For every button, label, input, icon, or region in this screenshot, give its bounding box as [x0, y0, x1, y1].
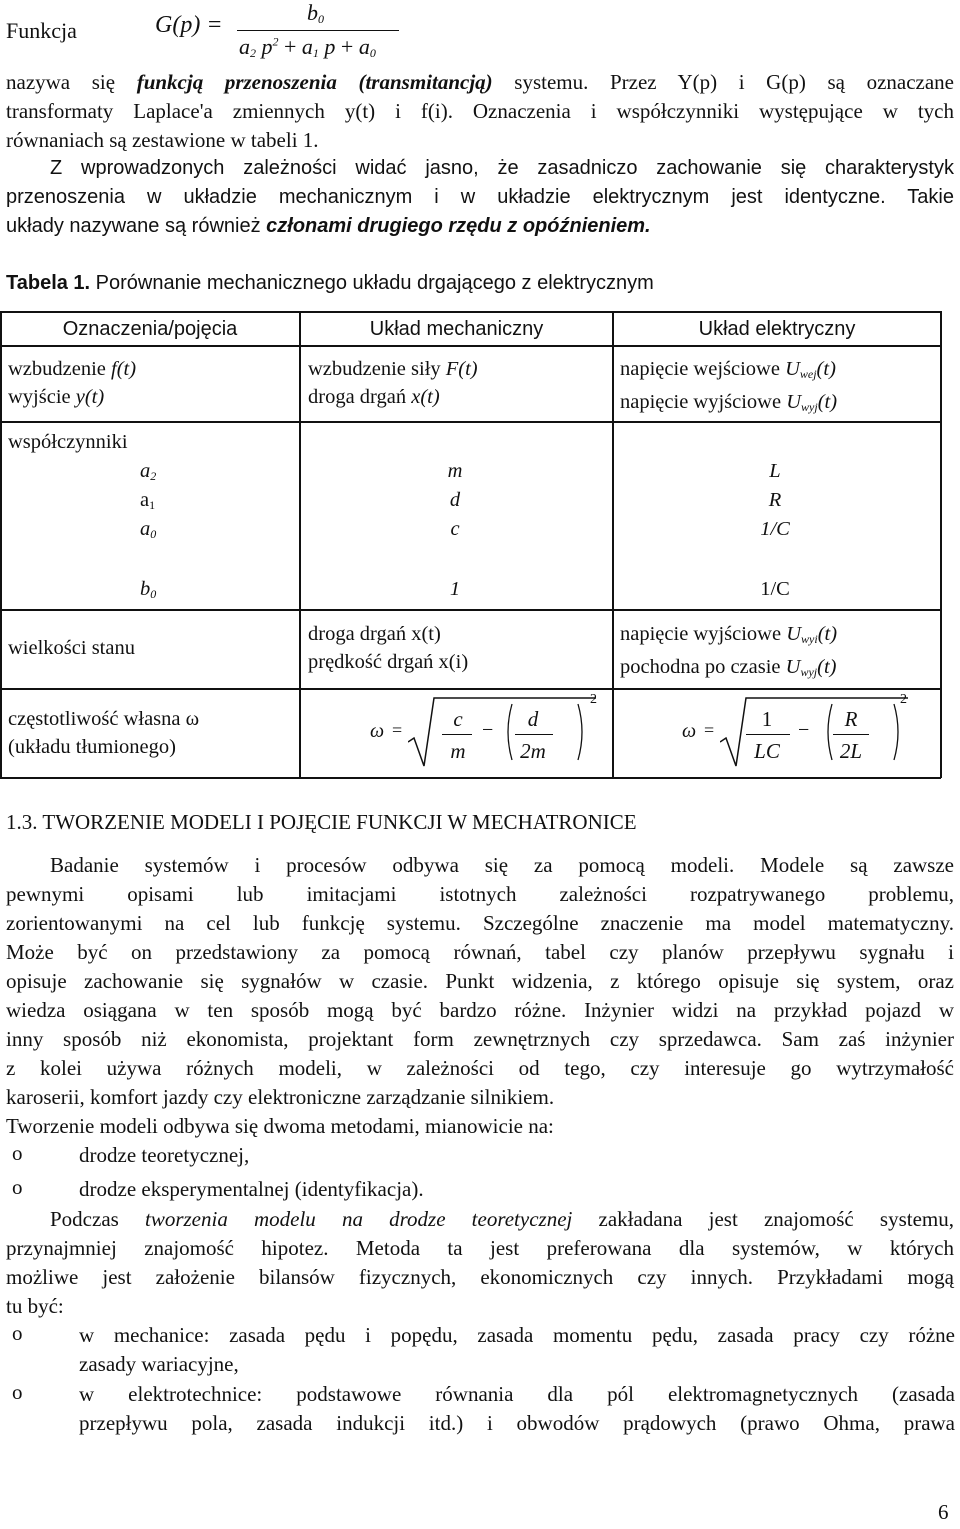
- elec-b0: 1/C: [760, 578, 790, 600]
- elec-a0: 1/C: [760, 518, 790, 540]
- mech-omega-formula: ω = c m − d 2m 2: [360, 692, 600, 772]
- mech-b0: 1: [449, 578, 461, 600]
- intro-paragraph-2: Z wprowadzonych zależności widać jasno, że zasadniczo zachowanie się charakterystyk przenoszenia w układzie mechanicznym i w układzie elektrycznym jest identyczne. Takie układy nazywane są również członami drugiego rzędu z opóźnieniem.: [6, 157, 954, 237]
- coef-a0: $a_0$: [140, 518, 157, 541]
- section-heading: 1.3. TWORZENIE MODELI I POJĘCIE FUNKCJI W MECHATRONICE: [6, 810, 637, 834]
- row-excitation-notation: wzbudzenie f(t) wyjście y(t): [8, 358, 137, 408]
- table-caption: Tabela 1. Porównanie mechanicznego układu drgającego z elektrycznym: [6, 272, 654, 294]
- mech-a0: c: [450, 518, 460, 540]
- elec-a2: L: [769, 460, 781, 482]
- list-item: o w elektrotechnice: podstawowe równania dla pól elektromagnetycznych (zasada przepływu pola, zasada indukcji itd.) i obwodów prądowych (prawo Ohma, prawa: [12, 1380, 955, 1435]
- list-item: o drodze teoretycznej,: [12, 1141, 250, 1167]
- state-variables-label: wielkości stanu: [8, 637, 135, 659]
- coef-b0: $b_0$: [140, 578, 157, 601]
- natural-frequency-label: częstotliwość własna ω (układu tłumionego): [8, 708, 200, 758]
- elec-omega-formula: ω = 1 LC − R 2L 2: [676, 692, 916, 772]
- body-paragraph-2: Podczas tworzenia modelu na drodze teoretycznej zakładana jest znajomość systemu, przynajmniej znajomość hipotez. Metoda ta jest preferowana dla systemów, w których możliwe jest założenie bilansów fizycznych, ekonomicznych czy innych. Przykładami mogą tu być:: [6, 1207, 954, 1318]
- list-item: o drodze eksperymentalnej (identyfikacja).: [12, 1175, 424, 1201]
- mech-a1: d: [449, 489, 461, 511]
- formula-lhs: G(p) =: [155, 12, 223, 38]
- coef-a2: $a_2$: [140, 460, 157, 483]
- table-header-mechanical: Układ mechaniczny: [369, 318, 544, 340]
- elec-a1: R: [768, 489, 782, 511]
- table-header-notation: Oznaczenia/pojęcia: [62, 318, 238, 340]
- list-item: o w mechanice: zasada pędu i popędu, zasada momentu pędu, zasada pracy czy różne zasady wariacyjne,: [12, 1321, 955, 1376]
- page-number: 6: [938, 1500, 949, 1524]
- state-variables-mechanical: droga drgań x(t) prędkość drgań x(i): [308, 623, 469, 673]
- state-variables-electrical: napięcie wyjściowe $U_{wyi}(t)$ pochodna po czasie $U_{wyj}(t)$: [620, 623, 838, 679]
- row-excitation-mechanical: wzbudzenie siły F(t) droga drgań x(t): [308, 358, 478, 408]
- coefficients-title: współczynniki: [8, 431, 128, 453]
- intro-paragraph: nazywa się funkcją przenoszenia (transmitancją) systemu. Przez Y(p) i G(p) są oznaczane transformaty Laplace'a zmiennych y(t) i f(i). Oznaczenia i współczynniki występujące w tych równaniach są zestawione w tabeli 1.: [6, 70, 954, 152]
- body-paragraph-1: Badanie systemów i procesów odbywa się za pomocą modeli. Modele są zawsze pewnymi opisami lub imitacjami istotnych zależności rozpatrywanego problemu, zorientowanymi na cel lub funkcję systemu. Szczególne znaczenie ma model matematyczny. Może być on przedstawiony za pomocą równań, tabel czy planów przepływu sygnału i opisuje zachowanie się sygnałów w czasie. Punkt widzenia, z którego opisuje się system, oraz wiedza osiągana w ten sposób mogą być bardzo różne. Inżynier widzi na przykład pojazd w inny sposób niż ekonomista, projektant form zewnętrznych czy sprzedawca. Sam zaś inżynier z kolei używa różnych modeli, w zależności od tego, czy interesuje go wytrzymałość karoserii, komfort jazdy czy elektroniczne zarządzanie silnikiem. Tworzenie modeli odbywa się dwoma metodami, mianowicie na:: [6, 853, 954, 1138]
- funkcja-label: Funkcja: [6, 18, 77, 43]
- table-header-electrical: Układ elektryczny: [698, 318, 856, 340]
- mech-a2: m: [447, 460, 463, 482]
- coef-a1: $a_1$: [140, 489, 156, 512]
- formula-denominator: $a_2$ $p^2 + a_1$ $p + a_0$: [239, 34, 376, 60]
- formula-numerator: $b_0$: [307, 0, 324, 26]
- row-excitation-electrical: napięcie wejściowe $U_{wej}(t)$ napięcie wyjściowe $U_{wyj}(t)$: [620, 358, 838, 414]
